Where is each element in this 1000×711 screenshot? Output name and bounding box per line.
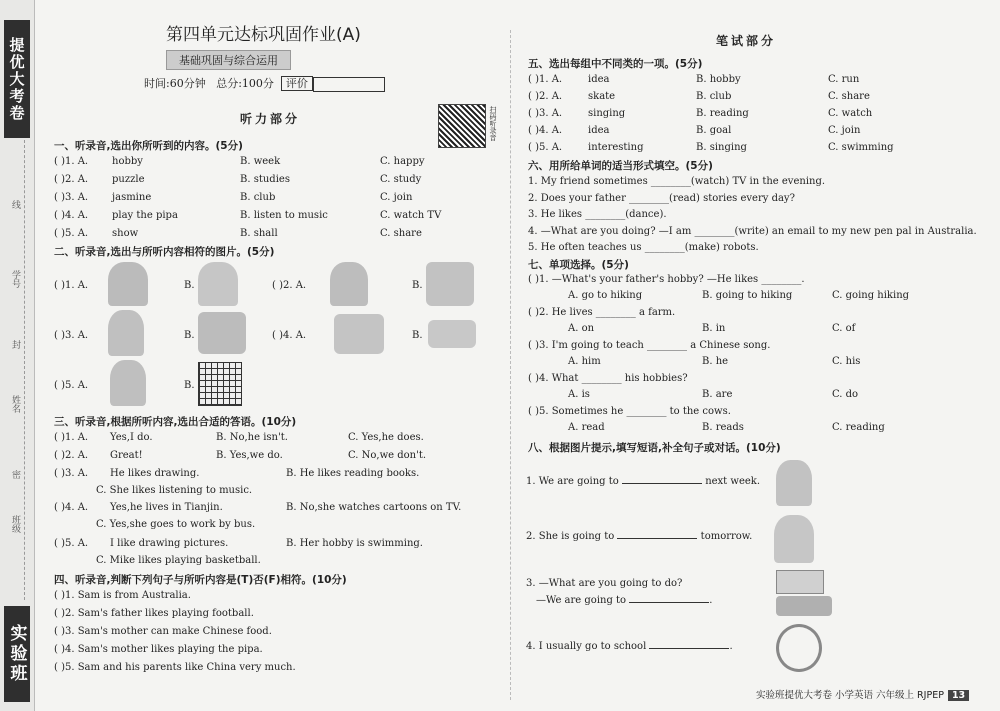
q2-heading: 二、听录音,选出与所听内容相符的图片。(5分) bbox=[54, 246, 275, 258]
q2-label: ( )4. A. bbox=[272, 330, 307, 341]
option-b[interactable]: B. going to hiking bbox=[702, 290, 793, 301]
option-a[interactable]: A. is bbox=[568, 389, 590, 400]
spine-seal2-label: 密 bbox=[10, 470, 20, 479]
option-c[interactable]: C. do bbox=[832, 389, 859, 400]
girl-doing-kung-fu-image bbox=[330, 262, 368, 306]
q2-label: B. bbox=[412, 280, 423, 291]
option-a[interactable]: A. on bbox=[568, 323, 595, 334]
family-travel-image bbox=[776, 460, 812, 506]
question-stem: ( )1. —What's your father's hobby? —He likes ________. bbox=[528, 274, 805, 285]
statement-item: ( )5. Sam and his parents like China very much. bbox=[54, 662, 296, 673]
girl-at-computer-image bbox=[198, 312, 246, 354]
spine-id-label: 学号 bbox=[10, 270, 20, 288]
total-label: 总分:100分 bbox=[216, 77, 274, 90]
option-label: ( )4. A. bbox=[528, 125, 563, 136]
page-divider bbox=[510, 30, 511, 700]
cut-line bbox=[24, 140, 25, 600]
statement-item: ( )1. Sam is from Australia. bbox=[54, 590, 191, 601]
statement-item: ( )4. Sam's mother likes playing the pipa. bbox=[54, 644, 263, 655]
question-stem: ( )3. I'm going to teach ________ a Chinese song. bbox=[528, 340, 771, 351]
option-c[interactable]: C. run bbox=[828, 74, 860, 85]
brand-logo-top: 提优大考卷 bbox=[4, 20, 30, 138]
option-a[interactable]: Yes,he lives in Tianjin. bbox=[110, 502, 223, 513]
option-label: ( )5. A. bbox=[528, 142, 563, 153]
question-stem: ( )2. He lives ________ a farm. bbox=[528, 307, 676, 318]
q8-text: 4. I usually go to school bbox=[526, 641, 647, 652]
option-a[interactable]: play the pipa bbox=[112, 210, 178, 221]
option-b[interactable]: B. goal bbox=[696, 125, 732, 136]
q5-heading: 五、选出每组中不同类的一项。(5分) bbox=[528, 58, 703, 70]
q8-text: tomorrow. bbox=[700, 531, 753, 542]
time-label: 时间:60分钟 bbox=[144, 77, 206, 90]
option-b[interactable]: B. listen to music bbox=[240, 210, 328, 221]
option-c[interactable]: C. his bbox=[832, 356, 861, 367]
q8-item: 3. —What are you going to do? bbox=[526, 578, 683, 589]
option-b[interactable]: B. hobby bbox=[696, 74, 741, 85]
bicycle-image bbox=[776, 624, 822, 672]
option-c[interactable]: C. watch TV bbox=[380, 210, 442, 221]
fill-in-item: 5. He often teaches us ________(make) robots. bbox=[528, 242, 759, 253]
boy-playing-football-image bbox=[108, 262, 148, 306]
option-b[interactable]: B. No,he isn't. bbox=[216, 432, 288, 443]
spine-name-label: 姓名 bbox=[10, 395, 20, 413]
q2-label: B. bbox=[184, 380, 195, 391]
girl-helping-elder-image bbox=[774, 515, 814, 563]
q3-heading: 三、听录音,根据所听内容,选出合适的答语。(10分) bbox=[54, 416, 297, 428]
right-page bbox=[520, 0, 990, 711]
exam-meta bbox=[144, 75, 385, 92]
option-b[interactable]: B. No,she watches cartoons on TV. bbox=[286, 502, 462, 513]
option-a[interactable]: hobby bbox=[112, 156, 143, 167]
option-a[interactable]: idea bbox=[588, 125, 610, 136]
option-c[interactable]: C. watch bbox=[828, 108, 873, 119]
option-a[interactable]: singing bbox=[588, 108, 626, 119]
option-b[interactable]: B. he bbox=[702, 356, 729, 367]
option-a[interactable]: A. read bbox=[568, 422, 605, 433]
option-label: ( )5. A. bbox=[54, 228, 89, 239]
page-subtitle: 基础巩固与综合运用 bbox=[166, 50, 291, 70]
question-stem: ( )4. What ________ his hobbies? bbox=[528, 373, 688, 384]
option-c[interactable]: C. Yes,she goes to work by bus. bbox=[96, 519, 256, 530]
option-b[interactable]: B. Her hobby is swimming. bbox=[286, 538, 423, 549]
option-label: ( )1. A. bbox=[54, 156, 89, 167]
option-label: ( )3. A. bbox=[54, 468, 89, 479]
option-b[interactable]: B. Yes,we do. bbox=[216, 450, 283, 461]
option-a[interactable]: puzzle bbox=[112, 174, 145, 185]
option-a[interactable]: show bbox=[112, 228, 139, 239]
statement-item: ( )3. Sam's mother can make Chinese food. bbox=[54, 626, 272, 637]
answer-blank[interactable] bbox=[629, 602, 709, 603]
option-b[interactable]: B. shall bbox=[240, 228, 278, 239]
page-title: 第四单元达标巩固作业(A) bbox=[166, 25, 361, 45]
option-c[interactable]: C. study bbox=[380, 174, 422, 185]
boy-swimming-image bbox=[428, 320, 476, 348]
q8-text: 1. We are going to bbox=[526, 476, 619, 487]
option-b[interactable]: B. club bbox=[240, 192, 276, 203]
option-a[interactable]: interesting bbox=[588, 142, 644, 153]
option-b[interactable]: B. singing bbox=[696, 142, 747, 153]
fill-in-item: 3. He likes ________(dance). bbox=[528, 209, 667, 220]
spine-class-label: 班级 bbox=[10, 515, 20, 533]
option-a[interactable]: jasmine bbox=[112, 192, 152, 203]
option-c[interactable]: C. share bbox=[828, 91, 870, 102]
score-box[interactable] bbox=[313, 77, 385, 92]
listening-section-title: 听力部分 bbox=[240, 112, 301, 126]
q8-text: next week. bbox=[705, 476, 761, 487]
option-b[interactable]: B. week bbox=[240, 156, 281, 167]
option-c[interactable]: C. happy bbox=[380, 156, 425, 167]
q2-label: ( )2. A. bbox=[272, 280, 307, 291]
girl-playing-tennis-image bbox=[198, 262, 238, 306]
option-b[interactable]: B. reads bbox=[702, 422, 744, 433]
answer-blank[interactable] bbox=[622, 483, 702, 484]
q2-label: B. bbox=[412, 330, 423, 341]
cinema-seats-image bbox=[776, 596, 832, 616]
option-c[interactable]: C. She likes listening to music. bbox=[96, 485, 253, 496]
option-label: ( )4. A. bbox=[54, 502, 89, 513]
option-label: ( )5. A. bbox=[54, 538, 89, 549]
option-label: ( )2. A. bbox=[528, 91, 563, 102]
q8-item bbox=[526, 476, 760, 487]
q2-label: B. bbox=[184, 280, 195, 291]
binding-spine bbox=[0, 0, 35, 711]
spine-seal-label: 封 bbox=[10, 340, 20, 349]
option-c[interactable]: C. join bbox=[380, 192, 413, 203]
option-label: ( )2. A. bbox=[54, 174, 89, 185]
q8-item bbox=[536, 595, 712, 606]
footer-text: 实验班提优大考卷 小学英语 六年级上 RJPEP bbox=[756, 690, 944, 701]
option-b[interactable]: B. studies bbox=[240, 174, 290, 185]
fill-in-item: 1. My friend sometimes ________(watch) TV in the evening. bbox=[528, 176, 826, 187]
q8-heading: 八、根据图片提示,填写短语,补全句子或对话。(10分) bbox=[528, 442, 781, 454]
crossword-puzzle-image bbox=[198, 362, 242, 406]
answer-blank[interactable] bbox=[649, 648, 729, 649]
option-a[interactable]: He likes drawing. bbox=[110, 468, 200, 479]
fill-in-item: 4. —What are you doing? —I am ________(write) an email to my new pen pal in Australia. bbox=[528, 225, 977, 237]
left-page bbox=[48, 0, 503, 711]
option-c[interactable]: C. No,we don't. bbox=[348, 450, 427, 461]
q8-text: . bbox=[709, 595, 713, 606]
q8-text: 2. She is going to bbox=[526, 531, 615, 542]
statement-item: ( )2. Sam's father likes playing football. bbox=[54, 608, 254, 619]
brand-logo-bottom: 实验班 bbox=[4, 606, 30, 702]
option-label: ( )3. A. bbox=[54, 192, 89, 203]
fill-in-item: 2. Does your father ________(read) stories every day? bbox=[528, 192, 795, 204]
option-b[interactable]: B. reading bbox=[696, 108, 749, 119]
q8-text: . bbox=[729, 641, 733, 652]
page-number: 13 bbox=[948, 690, 969, 701]
q8-text: —We are going to bbox=[536, 595, 627, 606]
q6-heading: 六、用所给单词的适当形式填空。(5分) bbox=[528, 160, 713, 172]
people-playing-chess-image bbox=[426, 262, 474, 306]
option-b[interactable]: B. are bbox=[702, 389, 733, 400]
option-c[interactable]: C. share bbox=[380, 228, 422, 239]
q2-label: ( )5. A. bbox=[54, 380, 89, 391]
option-a[interactable]: A. him bbox=[568, 356, 601, 367]
option-label: ( )1. A. bbox=[54, 432, 89, 443]
q2-label: ( )3. A. bbox=[54, 330, 89, 341]
q7-heading: 七、单项选择。(5分) bbox=[528, 259, 629, 271]
q1-heading: 一、听录音,选出你所听到的内容。(5分) bbox=[54, 140, 243, 152]
q8-item bbox=[526, 531, 752, 542]
writing-section-title: 笔试部分 bbox=[716, 34, 777, 48]
watching-tv-image bbox=[334, 314, 384, 354]
option-c[interactable]: C. Mike likes playing basketball. bbox=[96, 555, 261, 566]
qr-caption: 扫码听录音 bbox=[489, 106, 497, 141]
option-c[interactable]: C. join bbox=[828, 125, 861, 136]
page-footer bbox=[756, 687, 969, 701]
question-stem: ( )5. Sometimes he ________ to the cows. bbox=[528, 406, 731, 417]
option-c[interactable]: C. Yes,he does. bbox=[348, 432, 424, 443]
option-label: ( )1. A. bbox=[528, 74, 563, 85]
option-label: ( )3. A. bbox=[528, 108, 563, 119]
option-c[interactable]: C. of bbox=[832, 323, 856, 334]
option-a[interactable]: Yes,I do. bbox=[110, 432, 153, 443]
boy-with-kite-image bbox=[108, 310, 144, 356]
option-label: ( )2. A. bbox=[54, 450, 89, 461]
qr-code-icon bbox=[438, 104, 486, 148]
option-a[interactable]: idea bbox=[588, 74, 610, 85]
q8-item bbox=[526, 641, 733, 652]
option-b[interactable]: B. club bbox=[696, 91, 732, 102]
girl-dancing-image bbox=[110, 360, 146, 406]
option-a[interactable]: Great! bbox=[110, 450, 143, 461]
option-a[interactable]: I like drawing pictures. bbox=[110, 538, 229, 549]
spine-line-label: 线 bbox=[10, 200, 20, 209]
option-c[interactable]: C. going hiking bbox=[832, 290, 910, 301]
option-b[interactable]: B. He likes reading books. bbox=[286, 468, 420, 479]
option-b[interactable]: B. in bbox=[702, 323, 726, 334]
option-c[interactable]: C. reading bbox=[832, 422, 885, 433]
q2-label: B. bbox=[184, 330, 195, 341]
q4-heading: 四、听录音,判断下列句子与所听内容是(T)否(F)相符。(10分) bbox=[54, 574, 347, 586]
option-a[interactable]: A. go to hiking bbox=[568, 290, 643, 301]
option-label: ( )4. A. bbox=[54, 210, 89, 221]
option-a[interactable]: skate bbox=[588, 91, 616, 102]
answer-blank[interactable] bbox=[617, 538, 697, 539]
movie-camera-image bbox=[776, 570, 824, 594]
score-label: 评价 bbox=[281, 76, 313, 91]
q2-label: ( )1. A. bbox=[54, 280, 89, 291]
option-c[interactable]: C. swimming bbox=[828, 142, 894, 153]
